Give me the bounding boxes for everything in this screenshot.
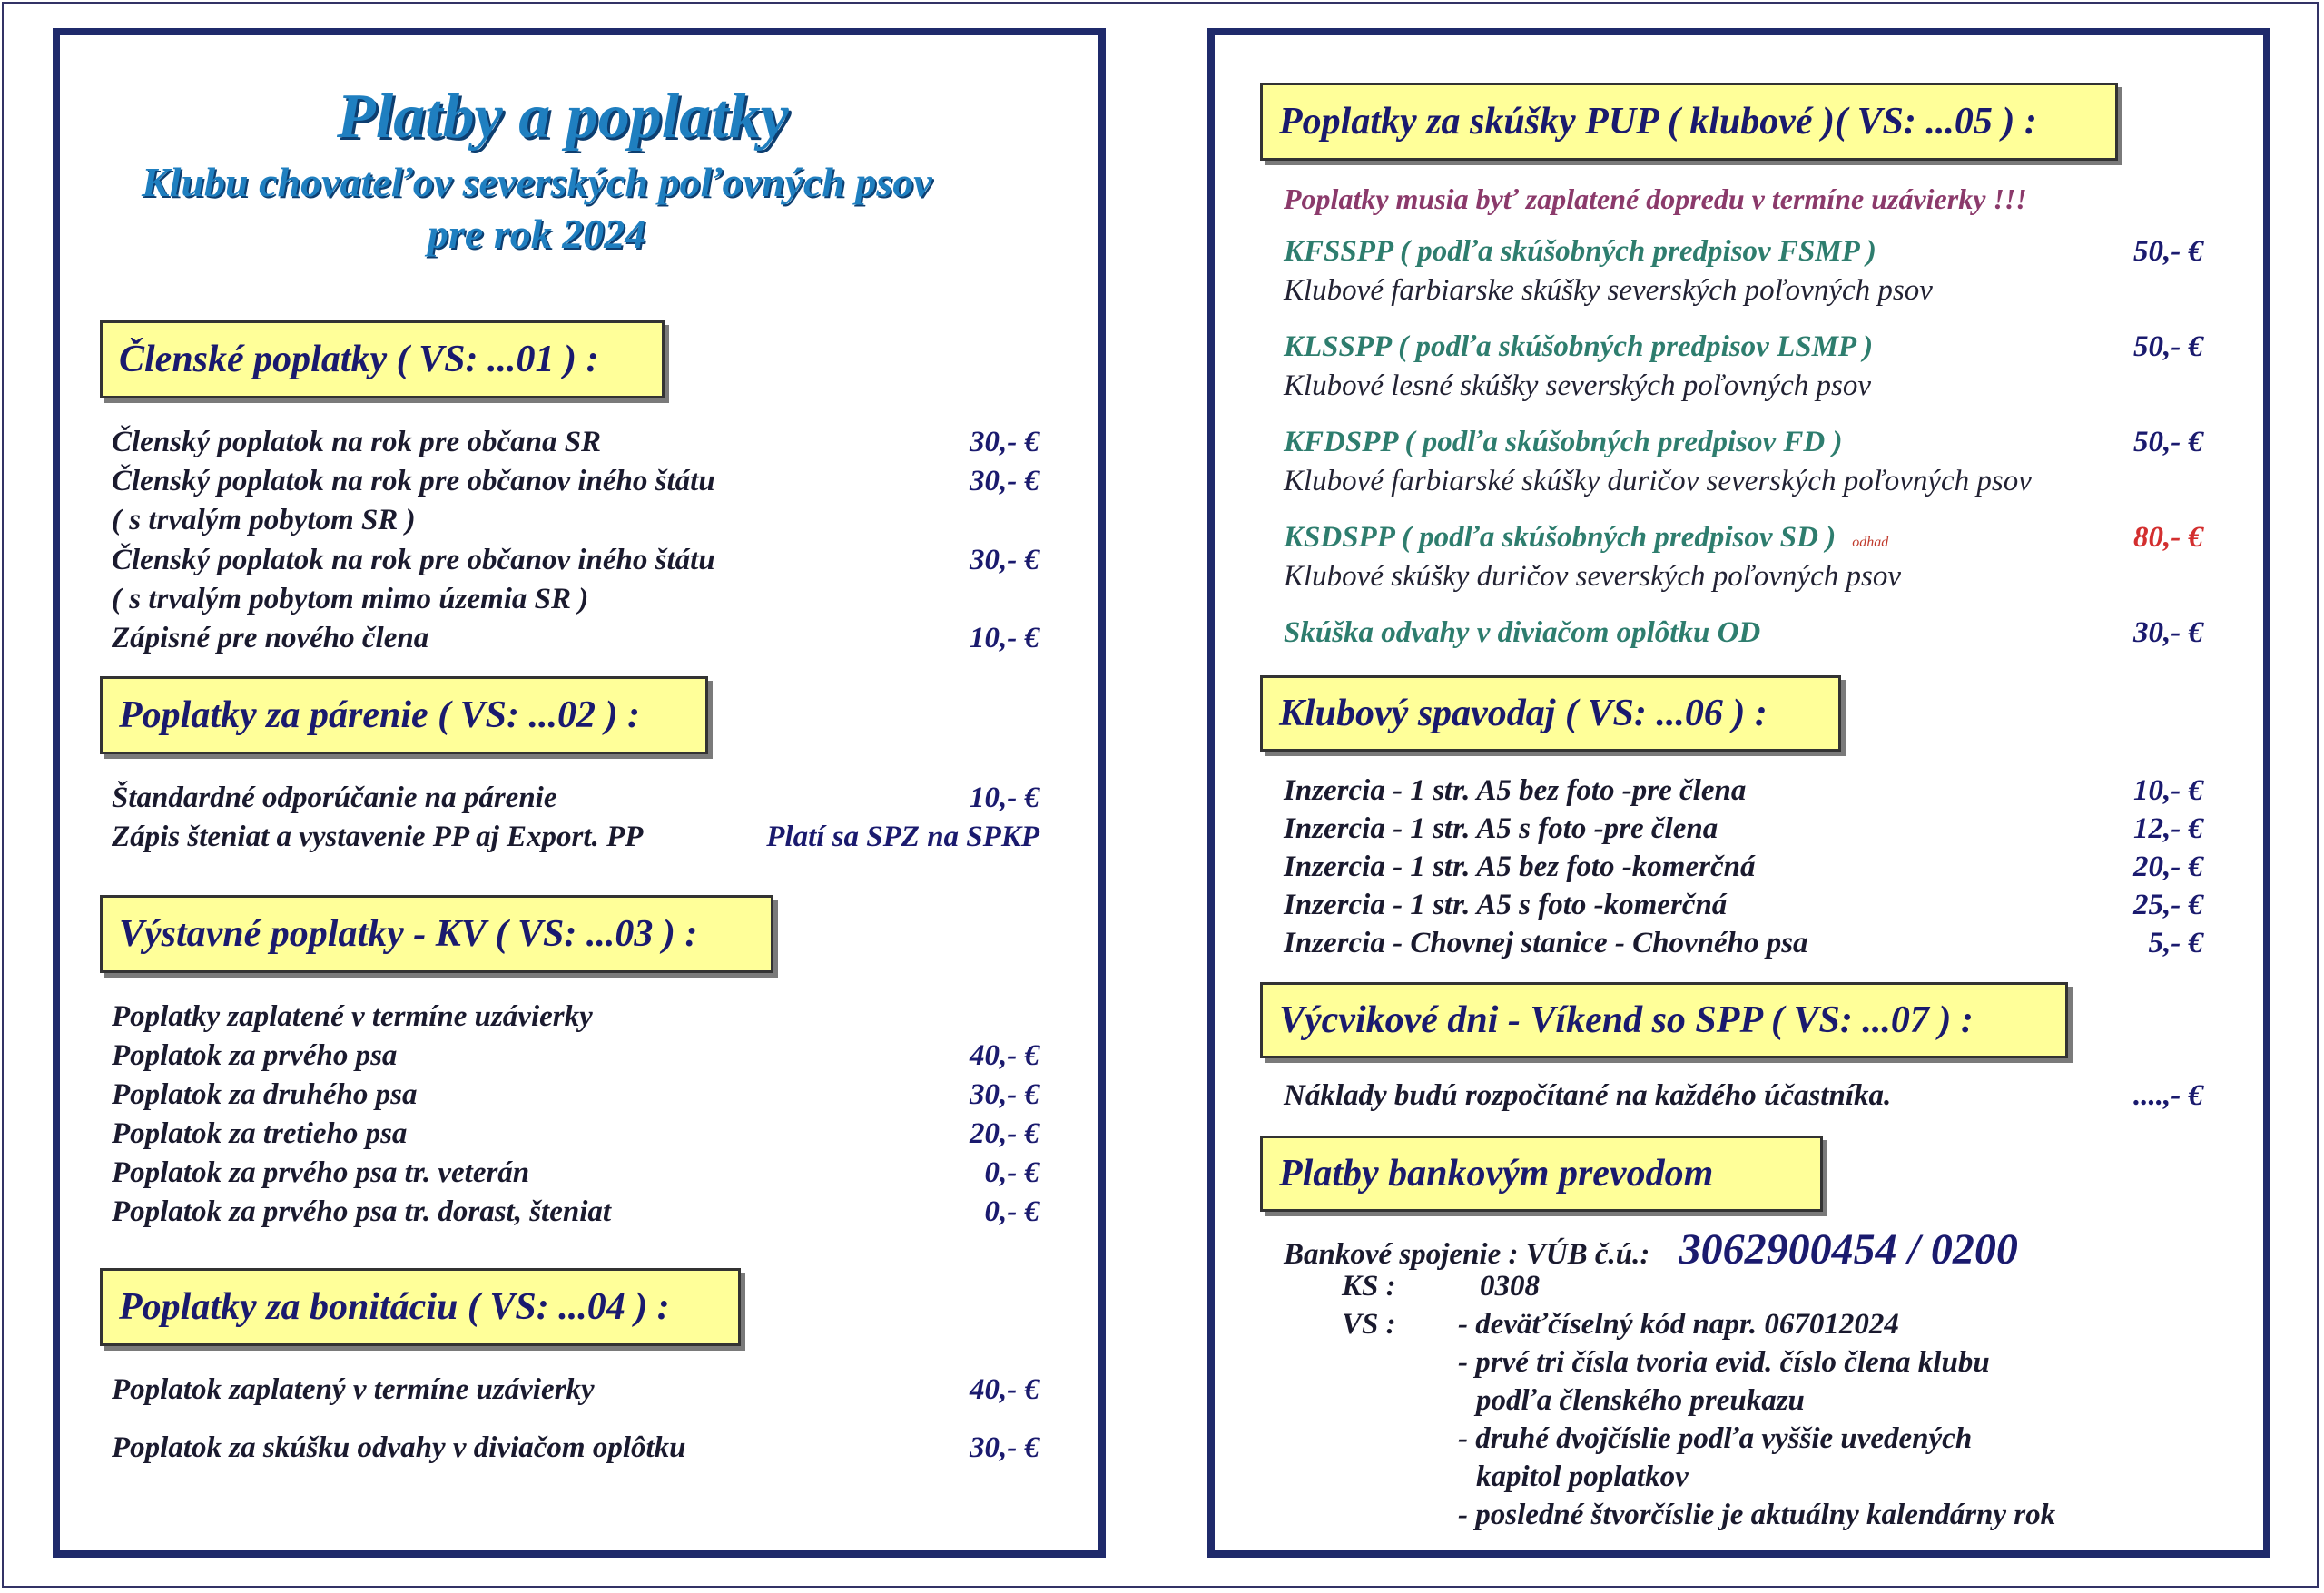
vs-label: VS : — [1342, 1308, 1396, 1341]
exam-description: Klubové skúšky duričov severských poľovných psov — [1284, 560, 1901, 593]
fee-row: Inzercia - 1 str. A5 s foto -komerčná — [1284, 889, 1728, 921]
fee-row: Členský poplatok na rok pre občanov iného štátu — [112, 544, 715, 576]
fee-price: 12,- € — [2133, 812, 2203, 845]
exam-name: KSDSPP ( podľa skúšobných predpisov SD ) — [1284, 521, 1837, 554]
fee-row: Poplatok za druhého psa — [112, 1078, 418, 1111]
fee-row: Inzercia - 1 str. A5 s foto -pre člena — [1284, 812, 1718, 845]
section-header-vycvik: Výcvikové dni - Víkend so SPP ( VS: ...07 ) : — [1260, 982, 2068, 1058]
fee-row: Zápisné pre nového člena — [112, 622, 429, 654]
section-header-skusky: Poplatky za skúšky PUP ( klubové )( VS: ...05 ) : — [1260, 83, 2118, 161]
exam-price: 50,- € — [2133, 426, 2203, 458]
vs-line: - deväťčíselný kód napr. 067012024 — [1458, 1308, 1899, 1341]
fee-row: Poplatok za prvého psa tr. veterán — [112, 1156, 530, 1189]
warning-note: Poplatky musia byť zaplatené dopredu v termíne uzávierky !!! — [1284, 182, 2027, 215]
fee-price: 5,- € — [2148, 927, 2203, 959]
exam-price: 50,- € — [2133, 235, 2203, 268]
fee-price: 30,- € — [970, 1078, 1039, 1111]
fee-row: Poplatok zaplatený v termíne uzávierky — [112, 1373, 595, 1406]
fee-price: 20,- € — [2133, 851, 2203, 883]
right-page — [1207, 28, 2270, 1558]
fee-price: 40,- € — [970, 1039, 1039, 1072]
ks-label: KS : — [1342, 1270, 1396, 1303]
vs-line: - prvé tri čísla tvoria evid. číslo člena klubu — [1458, 1346, 1990, 1379]
section-header-spravodaj: Klubový spavodaj ( VS: ...06 ) : — [1260, 675, 1841, 752]
fee-price: 25,- € — [2133, 889, 2203, 921]
vs-line: - druhé dvojčíslie podľa vyššie uvedených — [1458, 1422, 1973, 1455]
exam-name: KFSSPP ( podľa skúšobných predpisov FSMP ) — [1284, 235, 1876, 268]
exam-name: KFDSPP ( podľa skúšobných predpisov FD ) — [1284, 426, 1843, 458]
fee-price: 40,- € — [970, 1373, 1039, 1406]
section-header-bonitacia: Poplatky za bonitáciu ( VS: ...04 ) : — [100, 1268, 741, 1346]
section-header-vystavne: Výstavné poplatky - KV ( VS: ...03 ) : — [100, 895, 773, 973]
fee-row-note: ( s trvalým pobytom mimo územia SR ) — [112, 583, 589, 615]
page-title: Platby a poplatky — [337, 82, 789, 152]
exam-price: 80,- € — [2133, 521, 2203, 554]
left-page — [53, 28, 1106, 1558]
fee-price: 10,- € — [970, 782, 1039, 814]
fee-row: Inzercia - Chovnej stanice - Chovného psa — [1284, 927, 1808, 959]
section-header-banka: Platby bankovým prevodom — [1260, 1136, 1823, 1212]
fee-price: 0,- € — [984, 1156, 1039, 1189]
bank-label: Bankové spojenie : VÚB č.ú.: — [1284, 1238, 1650, 1271]
fee-row: Zápis šteniat a vystavenie PP aj Export. PP — [112, 821, 644, 853]
exam-name: Skúška odvahy v diviačom oplôtku OD — [1284, 616, 1761, 649]
fee-note: Platí sa SPZ na SPKP — [766, 821, 1039, 853]
vs-line: - posledné štvorčíslie je aktuálny kalendárny rok — [1458, 1499, 2056, 1531]
exam-name-row — [1284, 521, 1888, 555]
exam-price: 30,- € — [2133, 616, 2203, 649]
fee-price: 30,- € — [970, 544, 1039, 576]
fee-price: 20,- € — [970, 1117, 1039, 1150]
bank-line — [1284, 1224, 2018, 1274]
fee-row: Poplatok za tretieho psa — [112, 1117, 408, 1150]
exam-name: KLSSPP ( podľa skúšobných predpisov LSMP ) — [1284, 330, 1874, 363]
estimate-label: odhad — [1852, 535, 1889, 550]
fee-row: Poplatok za prvého psa — [112, 1039, 398, 1072]
fee-row: Poplatok za prvého psa tr. dorast, šteniat — [112, 1195, 612, 1228]
fee-row: Poplatok za skúšku odvahy v diviačom oplôtku — [112, 1431, 686, 1464]
ks-value: 0308 — [1480, 1270, 1540, 1303]
vs-line: kapitol poplatkov — [1476, 1460, 1689, 1493]
fee-price: 30,- € — [970, 1431, 1039, 1464]
fee-price: ....,- € — [2133, 1079, 2203, 1112]
fee-row: Inzercia - 1 str. A5 bez foto -komerčná — [1284, 851, 1756, 883]
fee-row: Štandardné odporúčanie na párenie — [112, 782, 557, 814]
fee-row: Poplatky zaplatené v termíne uzávierky — [112, 1000, 593, 1033]
fee-row: Členský poplatok na rok pre občana SR — [112, 426, 602, 458]
fee-price: 10,- € — [2133, 774, 2203, 807]
exam-description: Klubové lesné skúšky severských poľovných psov — [1284, 369, 1871, 402]
page-year: pre rok 2024 — [428, 211, 646, 257]
exam-description: Klubové farbiarské skúšky duričov severských poľovných psov — [1284, 465, 2032, 497]
fee-row: Náklady budú rozpočítané na každého účastníka. — [1284, 1079, 1892, 1112]
fee-price: 30,- € — [970, 465, 1039, 497]
fee-row: Inzercia - 1 str. A5 bez foto -pre člena — [1284, 774, 1747, 807]
account-number: 3062900454 / 0200 — [1679, 1225, 2018, 1273]
vs-line: podľa členského preukazu — [1476, 1384, 1805, 1417]
exam-price: 50,- € — [2133, 330, 2203, 363]
section-header-parenie: Poplatky za párenie ( VS: ...02 ) : — [100, 676, 708, 754]
fee-row-note: ( s trvalým pobytom SR ) — [112, 504, 416, 536]
fee-row: Členský poplatok na rok pre občanov iného štátu — [112, 465, 715, 497]
page-subtitle: Klubu chovateľov severských poľovných psov — [142, 159, 932, 205]
fee-price: 0,- € — [984, 1195, 1039, 1228]
fee-price: 30,- € — [970, 426, 1039, 458]
exam-description: Klubové farbiarske skúšky severských poľovných psov — [1284, 274, 1933, 307]
section-header-clenske: Členské poplatky ( VS: ...01 ) : — [100, 320, 665, 398]
fee-price: 10,- € — [970, 622, 1039, 654]
